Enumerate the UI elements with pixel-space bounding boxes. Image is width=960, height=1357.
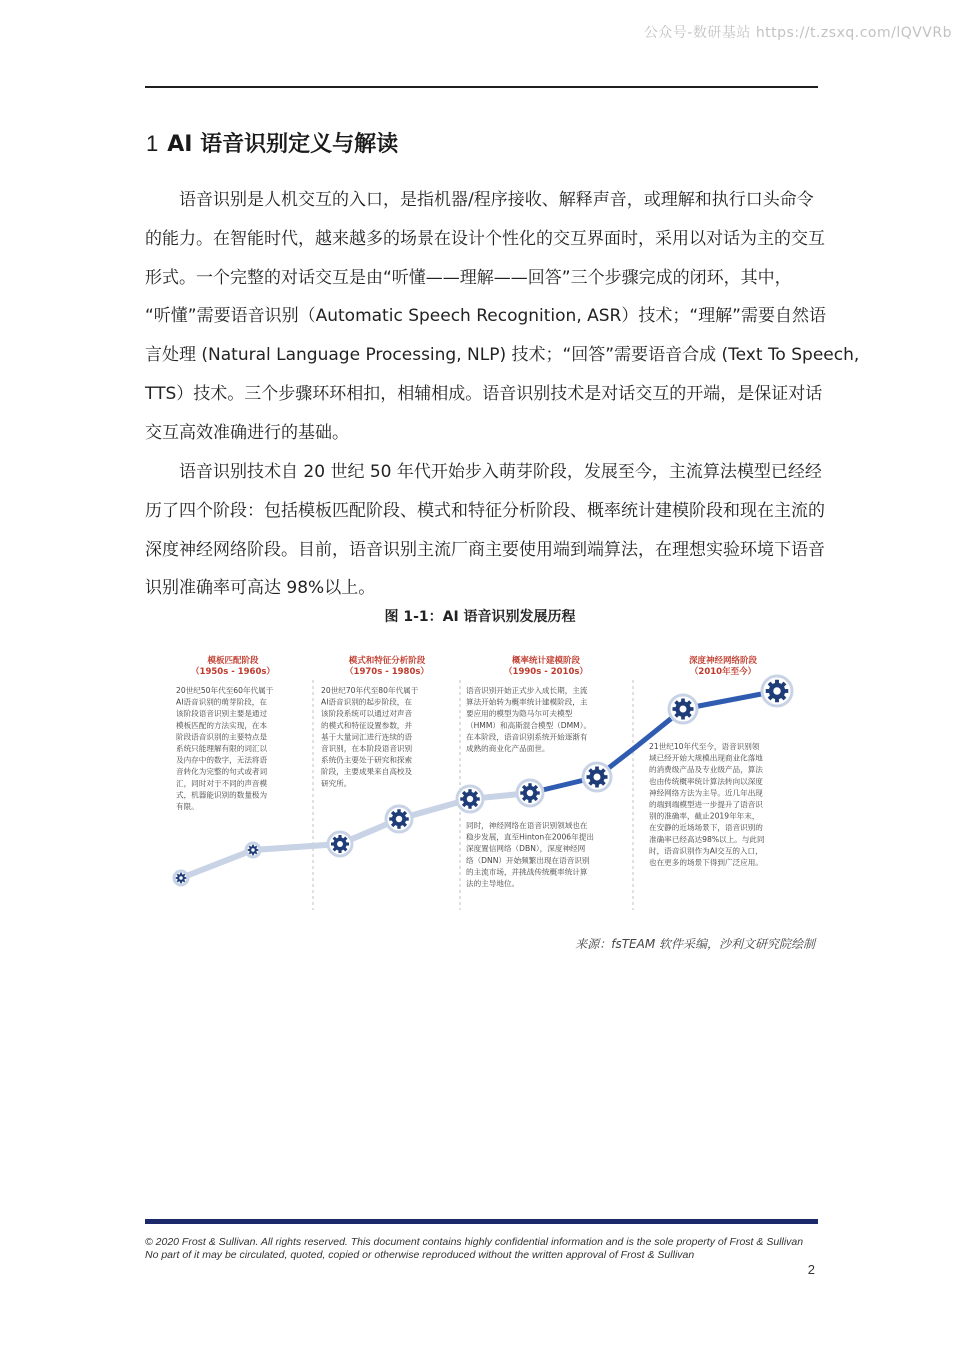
gear-hole xyxy=(680,706,687,713)
paragraph-line: 语音识别技术自 20 世纪 50 年代开始步入萌芽阶段，发展至今，主流算法模型已经经 xyxy=(145,462,822,482)
stage-description-line: 式，机器能识别的数量极为 xyxy=(176,790,268,800)
stage-description-line: 法的主导地位。 xyxy=(466,879,520,888)
stage-period: （1950s - 1960s） xyxy=(191,667,275,677)
gear-icon xyxy=(246,843,260,857)
copyright-footer xyxy=(145,1236,835,1262)
figure-title: 图 1-1：AI 语音识别发展历程 xyxy=(384,609,576,625)
stage-period: （2010年至今） xyxy=(689,667,757,677)
stage-description-line: 算法开始转为概率统计建模阶段，主 xyxy=(466,697,588,707)
gear-hole xyxy=(594,774,601,781)
stage-period: （1970s - 1980s） xyxy=(345,667,429,677)
paragraph-line: 的能力。在智能时代，越来越多的场景在设计个性化的交互界面时，采用以对话为主的交互 xyxy=(145,228,825,249)
stage-period: （1990s - 2010s） xyxy=(504,667,588,677)
paragraph-line: 形式。一个完整的对话交互是由“听懂——理解——回答”三个步骤完成的闭环，其中， xyxy=(145,267,792,288)
stage-description-line: 的模式和特征设置参数，并 xyxy=(321,720,413,730)
stage-description-line: 阶段语音识别的主要特点是 xyxy=(176,732,268,742)
section-title: AI 语音识别定义与解读 xyxy=(167,132,399,157)
stage-description-line: 基于大量词汇进行连续的语 xyxy=(321,732,413,742)
gear-icon xyxy=(583,763,611,791)
stage-description-line: 音识别，在本阶段语音识别 xyxy=(321,744,413,753)
stage-description-line: AI语音识别的起步阶段，在 xyxy=(321,697,412,707)
section-number: 1 xyxy=(146,131,159,156)
gear-icon xyxy=(517,780,543,806)
paragraph-line: 交互高效准确进行的基础。 xyxy=(145,422,349,443)
stage-description-line: 也在更多的场景下得到广泛应用。 xyxy=(649,858,763,867)
paragraph-2 xyxy=(145,453,825,608)
stage-description-line: 语音识别开始正式步入成长期，主流 xyxy=(466,686,588,695)
section-heading xyxy=(146,127,398,158)
paragraph-line: TTS）技术。三个步骤环环相扣，相辅相成。语音识别技术是对话交互的开端，是保证对话 xyxy=(145,383,823,404)
stage-description-line: 同时，神经网络在语音识别领域也在 xyxy=(466,821,588,830)
copyright-line-2: No part of it may be circulated, quoted, copied or otherwise reproduced without the written approval of Frost & Sullivan xyxy=(145,1249,695,1261)
stage-description-line: 21世纪10年代至今，语音识别领 xyxy=(649,742,760,751)
stage-name: 模板匹配阶段 xyxy=(207,656,259,666)
gear-icon xyxy=(669,695,697,723)
stage-description-line: 系统仍主要处于研究和探索 xyxy=(321,755,413,765)
stage-description-line: AI语音识别的萌芽阶段，在 xyxy=(176,697,267,707)
stage-description-line: 域已经开始大规模出现商业化落地 xyxy=(649,753,763,763)
stage-description-line: 准确率已经高达98%以上。与此同 xyxy=(649,834,765,844)
paragraph-line: 识别准确率可高达 98%以上。 xyxy=(145,578,376,599)
stage-description-line: 模板匹配的方法实现，在本 xyxy=(176,720,268,730)
stage-description-line: 音转化为完整的句式或者词 xyxy=(176,767,268,777)
gear-icon xyxy=(457,786,483,812)
stage-description-line: 时，语音识别作为AI交互的入口， xyxy=(649,846,763,856)
stage-description-line: 汇，同时对于不同的声音模 xyxy=(176,778,268,788)
stage-description-line: 20世纪70年代至80年代属于 xyxy=(321,686,419,695)
header-rule xyxy=(145,86,818,88)
paragraph-line: 历了四个阶段：包括模板匹配阶段、模式和特征分析阶段、概率统计建模阶段和现在主流的 xyxy=(145,500,825,521)
gear-hole xyxy=(467,796,473,802)
stage-name: 概率统计建模阶段 xyxy=(511,656,581,666)
gear-hole xyxy=(396,816,402,822)
figure-source: 来源：fsTEAM 软件采编，沙利文研究院绘制 xyxy=(575,937,815,951)
footer-bar xyxy=(145,1219,818,1224)
stage-description-line: 有限。 xyxy=(176,802,199,811)
gear-icon xyxy=(174,871,188,885)
paragraph-line: 言处理 (Natural Language Processing, NLP) 技术；“回答”需要语音合成 (Text To Speech, xyxy=(145,345,860,366)
gear-hole xyxy=(527,790,533,796)
stage-name: 深度神经网络阶段 xyxy=(688,656,758,666)
stage-description-line: 成熟的商业化产品面世。 xyxy=(466,744,550,753)
gear-hole xyxy=(773,687,780,694)
stage-name: 模式和特征分析阶段 xyxy=(348,656,426,666)
stage-description-line: 研究所。 xyxy=(321,778,352,788)
gear-icon xyxy=(328,832,352,856)
stage-description-line: 的消费级产品及专业级产品，算法 xyxy=(649,765,763,775)
watermark-text: 公众号-数研基站 https://t.zsxq.com/lQVVRb xyxy=(643,25,952,41)
stage-description-line: 该阶段系统可以通过对声音 xyxy=(321,709,413,719)
stage-description-line: 的端到端模型进一步提升了语音识 xyxy=(649,800,763,809)
paragraph-line: “听懂”需要语音识别（Automatic Speech Recognition, ASR）技术；“理解”需要自然语 xyxy=(145,306,826,327)
gear-hole xyxy=(251,848,254,851)
gear-hole xyxy=(179,876,182,879)
page-number: 2 xyxy=(807,1262,815,1277)
gear-hole xyxy=(337,841,343,847)
stage-description-line: 别的准确率，截止2019年年末， xyxy=(649,811,760,821)
stage-description-line: 的主流市场，并挑战传统概率统计算 xyxy=(466,867,588,877)
stage-description-line: 阶段，主要成果来自高校及 xyxy=(321,767,413,777)
gear-icon xyxy=(386,806,412,832)
stage-description-line: 也由传统概率统计算法转向以深度 xyxy=(649,776,763,786)
paragraph-line: 语音识别是人机交互的入口，是指机器/程序接收、解释声音，或理解和执行口头命令 xyxy=(145,190,814,210)
stage-description-line: 系统只能理解有限的词汇以 xyxy=(176,744,268,753)
stage-description-line: 及内存中的数字，无法将语 xyxy=(176,755,268,765)
timeline-figure xyxy=(145,638,818,918)
stage-description-line: （HMM）和高斯混合模型（DMM）。 xyxy=(466,720,592,730)
stage-description-line: 络（DNN）开始频繁出现在语音识别 xyxy=(466,855,590,865)
stage-description-line: 神经网络方法为主导。近几年出现 xyxy=(649,788,763,798)
stage-description-line: 稳步发展，直至Hinton在2006年提出 xyxy=(466,832,594,842)
stage-description-line: 在本阶段，语音识别系统开始逐渐有 xyxy=(466,732,588,742)
copyright-line-1: © 2020 Frost & Sullivan. All rights reserved. This document contains highly confidential information and is the sole property of Frost & Sullivan xyxy=(145,1236,804,1248)
stage-description-line: 在安静的近场场景下，语音识别的 xyxy=(649,823,763,833)
stage-description-line: 该阶段语音识别主要是通过 xyxy=(176,709,268,719)
paragraph-line: 深度神经网络阶段。目前，语音识别主流厂商主要使用端到端算法，在理想实验环境下语音 xyxy=(145,539,825,560)
timeline-svg xyxy=(145,638,818,918)
stage-description-line: 20世纪50年代至60年代属于 xyxy=(176,686,274,695)
paragraph-1 xyxy=(145,181,860,453)
gear-icon xyxy=(762,676,792,706)
stage-description-line: 要应用的模型为隐马尔可夫模型 xyxy=(466,709,573,719)
stage-description-line: 深度置信网络（DBN），深度神经网 xyxy=(466,844,586,854)
